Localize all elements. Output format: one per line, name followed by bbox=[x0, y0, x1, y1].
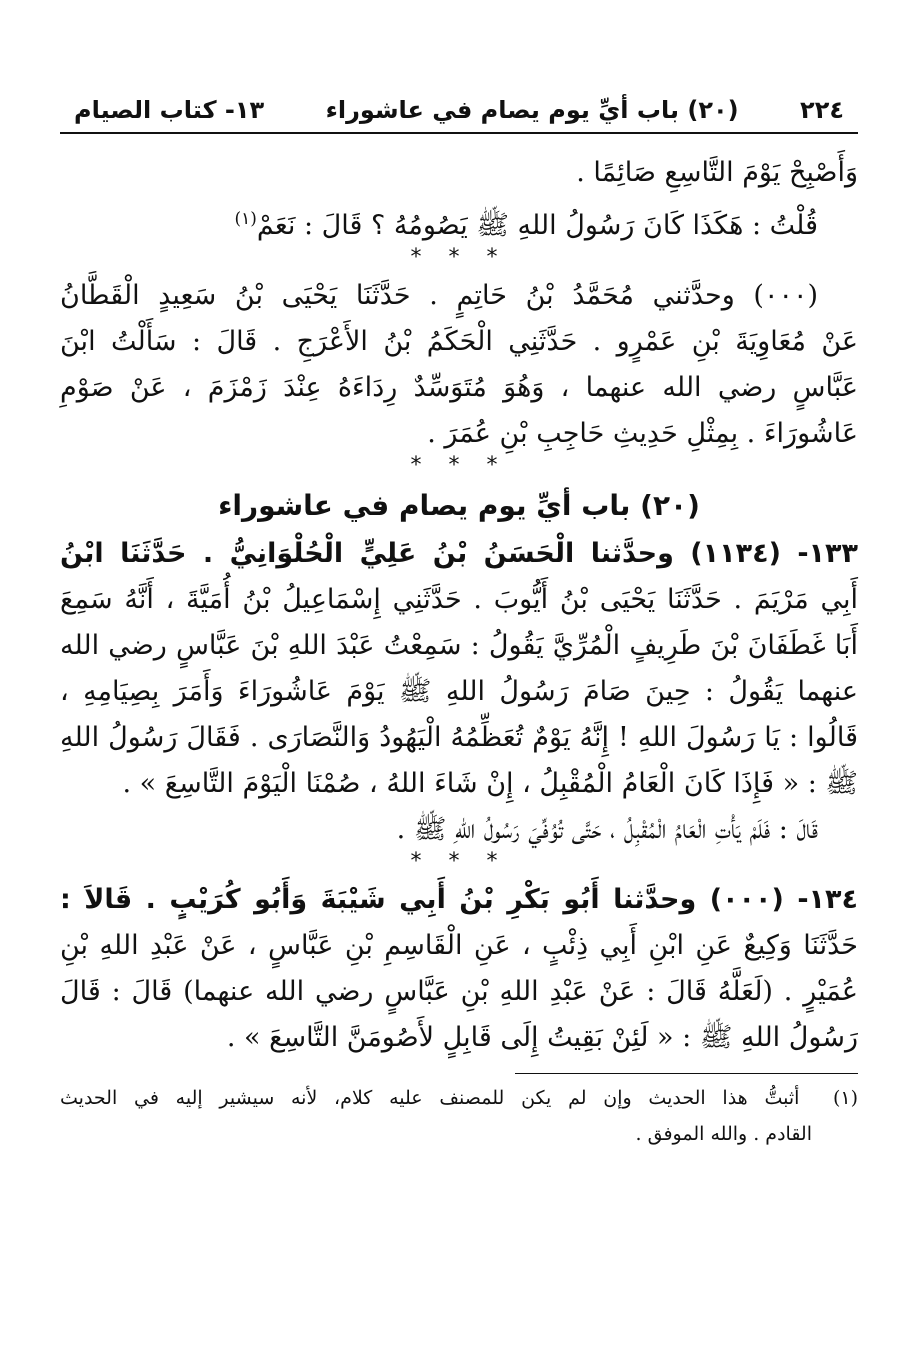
text-line: عُمَيْرٍ . (لَعَلَّهُ قَالَ : عَنْ عَبْدِ اللهِ بْنِ عَبَّاسٍ رضي الله عنهما) قَالَ : قَالَ bbox=[60, 976, 858, 1007]
footnote-number: (١) bbox=[832, 1087, 858, 1109]
text-line: أَبَا غَطَفَانَ بْنَ طَرِيفٍ الْمُرِّيَّ يَقُولُ : سَمِعْتُ عَبْدَ اللهِ بْنَ عَبَّاسٍ رضي الله bbox=[60, 630, 858, 661]
hadith-line: ١٣٣- (١١٣٤) وحدَّثنا الْحَسَنُ بْنُ عَلِيٍّ الْحُلْوَانِيُّ . حَدَّثَنَا ابْنُ bbox=[60, 538, 858, 569]
text-line: وَأَصْبِحْ يَوْمَ التَّاسِعِ صَائِمًا . bbox=[576, 157, 858, 188]
section-separator: * * * bbox=[410, 849, 508, 874]
running-head bbox=[60, 96, 858, 126]
text-line: عَنْ مُعَاوِيَةَ بْنِ عَمْرٍو . حَدَّثَنِي الْحَكَمُ بْنُ الأَعْرَجِ . قَالَ : سَأَلْتُ ابْنَ bbox=[60, 326, 858, 357]
text-line: عَبَّاسٍ رضي الله عنهما ، وَهُوَ مُتَوَسِّدٌ رِدَاءَهُ عِنْدَ زَمْزَمَ ، عَنْ صَوْمِ bbox=[60, 372, 858, 403]
hadith-line: ١٣٤- (٠٠٠) وحدَّثنا أَبُو بَكْرِ بْنُ أَبِي شَيْبَةَ وَأَبُو كُرَيْبٍ . قَالاَ : bbox=[60, 884, 858, 915]
text-line-content: قُلْتُ : هَكَذَا كَانَ رَسُولُ اللهِ ﷺ يَصُومُهُ ؟ قَالَ : نَعَمْ bbox=[256, 210, 818, 241]
running-book-title: ١٣- كتاب الصيام bbox=[74, 96, 265, 124]
footnote-line: القادم . والله الموفق . bbox=[635, 1123, 812, 1145]
section-separator: * * * bbox=[410, 245, 508, 270]
running-chapter-title: (٢٠) باب أيِّ يوم يصام في عاشوراء bbox=[325, 96, 739, 124]
text-line bbox=[60, 196, 858, 249]
footnote-line bbox=[60, 1080, 858, 1116]
text-line: أَبِي مَرْيَمَ . حَدَّثَنَا يَحْيَى بْنُ أَيُّوبَ . حَدَّثَنِي إِسْمَاعِيلُ بْنُ أُمَيَّةَ ، أَنَّهُ سَمِعَ bbox=[60, 584, 858, 615]
footnote-rule bbox=[515, 1073, 858, 1074]
section-separator: * * * bbox=[410, 453, 508, 478]
text-line: ﷺ : « فَإِذَا كَانَ الْعَامُ الْمُقْبِلُ ، إِنْ شَاءَ اللهُ ، صُمْنَا الْيَوْمَ التَّاسِعَ » . bbox=[122, 768, 858, 799]
footnote-text: أثبتُّ هذا الحديث وإن لم يكن للمصنف عليه كلام، لأنه سيشير إليه في الحديث bbox=[60, 1087, 800, 1109]
header-rule bbox=[60, 132, 858, 134]
text-line: قَالَ : فَلَمْ يَأْتِ الْعَامُ الْمُقْبِلُ ، حَتَّى تُوُفِّيَ رَسُولُ اللهِ ﷺ . bbox=[396, 814, 818, 845]
page-number: ٢٢٤ bbox=[800, 96, 844, 124]
text-line: قَالُوا : يَا رَسُولَ اللهِ ! إِنَّهُ يَوْمٌ تُعَظِّمُهُ الْيَهُودُ وَالنَّصَارَى . فَقَالَ رَسُولُ اللهِ bbox=[60, 722, 858, 753]
text-line: عَاشُورَاءَ . بِمِثْلِ حَدِيثِ حَاجِبِ بْنِ عُمَرَ . bbox=[427, 418, 858, 449]
text-line: حَدَّثَنَا وَكِيعٌ عَنِ ابْنِ أَبِي ذِئْبٍ ، عَنِ الْقَاسِمِ بْنِ عَبَّاسٍ ، عَنْ عَبْدِ اللهِ بْنِ bbox=[60, 930, 858, 961]
section-heading: (٢٠) باب أيِّ يوم يصام في عاشوراء bbox=[218, 489, 700, 522]
text-line: رَسُولُ اللهِ ﷺ : « لَئِنْ بَقِيتُ إِلَى قَابِلٍ لأَصُومَنَّ التَّاسِعَ » . bbox=[226, 1022, 858, 1053]
text-line: (٠٠٠) وحدَّثني مُحَمَّدُ بْنُ حَاتِمٍ . حَدَّثَنَا يَحْيَى بْنُ سَعِيدٍ الْقَطَّانُ bbox=[60, 280, 818, 311]
footnote-reference: (١) bbox=[234, 209, 257, 229]
text-line: عنهما يَقُولُ : حِينَ صَامَ رَسُولُ اللهِ ﷺ يَوْمَ عَاشُورَاءَ وَأَمَرَ بِصِيَامِهِ ، bbox=[60, 676, 858, 707]
